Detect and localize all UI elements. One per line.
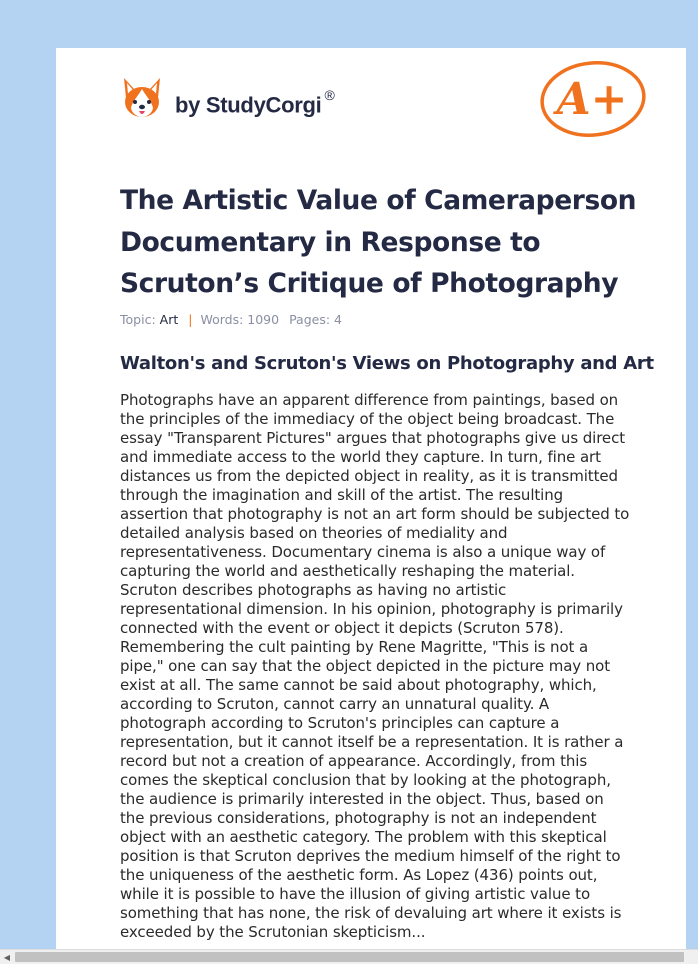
topic-label: Topic: bbox=[120, 312, 156, 327]
meta-separator: | bbox=[188, 312, 193, 327]
page-count: Pages: 4 bbox=[289, 312, 342, 327]
corgi-icon bbox=[122, 76, 162, 120]
studycorgi-logo[interactable] bbox=[122, 76, 334, 120]
horizontal-scrollbar[interactable] bbox=[0, 949, 698, 964]
topic-link[interactable]: Art bbox=[159, 312, 179, 327]
article-body: Photographs have an apparent difference from paintings, based on the principles of the immediacy of the object being broadcast. The essay "Transparent Pictures" argues that photographs give us direct and immediate access to the world they capture. In turn, fine art distances us from the depicted object in reality, as it is transmitted through the imagination and skill of the artist. The resulting assertion that photography is not an art form should be subjected to detailed analysis based on theories of mediality and representativeness. Documentary cinema is also a unique way of capturing the world and aesthetically reshaping the material. Scruton describes photographs as having no artistic representational dimension. In his opinion, photography is primarily connected with the event or object it depicts (Scruton 578). Remembering the cult painting by Rene Magritte, "This is not a pipe," one can say that the object depicted in the picture may not exist at all. The same cannot be said about photography, which, according to Scruton, cannot carry an unnatural quality. A photograph according to Scruton's principles can capture a representation, but it cannot itself be a representation. It is rather a record but not a creation of appearance. Accordingly, from this comes the skeptical conclusion that by looking at the photograph, the audience is primarily interested in the object. Thus, based on the previous considerations, photography is not an independent object with an aesthetic category. The problem with this skeptical position is that Scruton deprives the medium himself of the right to the uniqueness of the aesthetic form. As Lopez (436) points out, while it is possible to have the illusion of giving artistic value to something that has none, the risk of devaluing art where it exists is exceeded by the Scrutonian skepticism... bbox=[120, 391, 630, 941]
grade-badge-text: A+ bbox=[556, 74, 628, 125]
scrollbar-thumb[interactable] bbox=[15, 952, 684, 962]
brand-name: by StudyCorgi bbox=[175, 92, 322, 118]
article-title: The Artistic Value of Cameraperson Documentary in Response to Scruton’s Critique of Photography bbox=[120, 185, 637, 299]
section-heading: Walton's and Scruton's Views on Photography and Art bbox=[120, 353, 654, 374]
article-meta bbox=[120, 312, 342, 327]
grade-badge-icon bbox=[538, 59, 648, 139]
scroll-left-arrow-icon[interactable]: ◀ bbox=[3, 953, 11, 962]
word-count: Words: 1090 bbox=[200, 312, 280, 327]
registered-mark: ® bbox=[324, 87, 335, 104]
document-page bbox=[56, 48, 686, 964]
